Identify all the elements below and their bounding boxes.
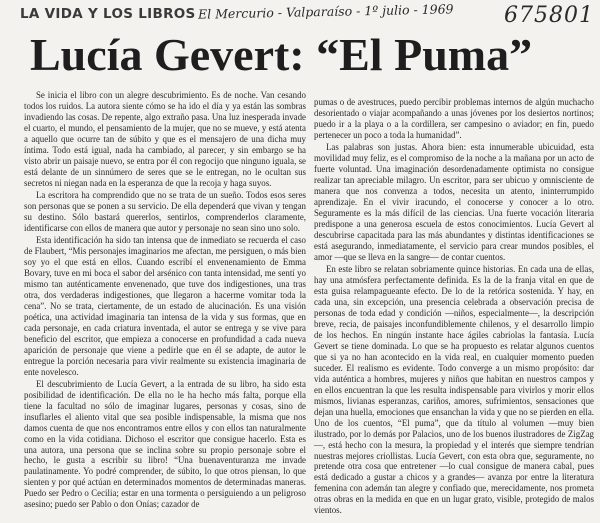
handwritten-catalog-number: 675801 — [504, 3, 594, 28]
paragraph: En este libro se relatan sobriamente quince historias. En cada una de ellas, hay una atmósfera perfectamente definida. Es la de la franja vital en que de esta guisa relampagueante efecto. De lo de la retórica sostenida. Y hay, en cada una, sin excepción, una presencia celebrada a observación precisa de personas de toda edad y condición —niños, especialmente—, la descripción breve, recia, de paisajes inconfundiblemente chilenos, y el desarrollo limpio de los hechos. En ningún instante hace ágiles cabriolas la fantasía. Lucía Gevert se tiene dominada. Lo que se ha propuesto es relatar algunos cuentos que si ya no han acontecido en la vida real, en cualquier momento pueden suceder. El realismo es evidente. Todo converge a un mismo propósito: dar vida auténtica a hombres, mujeres y niños que habitan en nuestros campos y en ellos encuentran la que les resulta indispensable para vivirlos y morir ellos mismos, livianas esperanzas, cariños, amores, sufrimientos, sensaciones que dejan una huella, emociones que ensanchan la vida y que no se pierden en ella. Uno de los cuentos, “El puma”, que da título al volumen —muy bien ilustrado, por lo demás por Palacios, uno de los buenos ilustradores de ZigZag—, está hecho con la mesura, la propiedad y el interés que siempre tendrían nuestras mejores criollistas. Lucía Gevert, con esta obra que, seguramente, no pretende otra cosa que entretener —lo cual consigue de manera cabal, pues está dedicado a gustar a chicos y a grandes— avanza por entre la literatura femenina con ademán tan alegre y confiado que, merecidamente, nos prometa otras obras en la medida en que en un lugar grato, visible, protegido de malos vientos. — [314, 263, 594, 516]
paragraph: El descubrimiento de Lucía Gevert, a la entrada de su libro, ha sido esta posibilidad de identificación. De ella no le ha hecho más falta, porque ella tiene la facultad no sólo de imaginar lugares, personas y cosas, sino de insuflarles el aliento vital que sea posible indispensable, la misma que nos damos cuenta de que nos encontramos entre ellos y con ellos tan naturalmente como en la vida cotidiana. Dichoso el escritor que consigue hacerlo. Esta es una autora, una persona que se inclina sobre su propio personaje sobre el hecho, le gusta a escribir su libro! “Una buenaventuranza me invade paulatinamente. Yo podré comprender, de súbito, lo que otros piensan, lo que sienten y por qué actúan en determinados momentos de determinadas maneras. Puedo ser Pedro o Cecilia; estar en una tormenta o persiguiendo a un peligroso asesino; puedo ser Pablo o don Onías; cazador de — [24, 378, 306, 510]
handwritten-source-note: El Mercurio - Valparaíso - 1º julio - 1969 — [197, 1, 454, 22]
paragraph: Esta identificación ha sido tan intensa que de inmediato se recuerda el caso de Flaubert, “Mis personajes imaginarios me afectan, me persiguen, o más bien soy yo el que está en ellos. Cuando escribí el envenenamiento de Emma Bovary, tuve en mi boca el sabor del arsénico con tanta intensidad, me sentí yo mismo tan auténticamente envenenado, que tuve dos indigestiones, una tras otra, dos verdaderas indigestiones, que llegaron a hacerme vomitar toda la cena”. No se trata, ciertamente, de un estado de alucinación. Es una visión poética, una actividad imaginaria tan intensa de la vida y sus formas, que en cada personaje, en cada criatura inventada, el autor se entrega y se vive para beneficio del escritor, que empieza a conocerse en profundidad a cada nueva aparición de personaje que viene a pedirle que en él se adapte, de autor le entregue la porción necesaria para vivir realmente su existencia imaginaria de ente novelesco. — [24, 234, 306, 377]
article-column-right — [314, 97, 594, 516]
paragraph: pumas o de avestruces, puedo percibir problemas internos de algún muchacho desorientado o viajar acompañando a unas jóvenes por los desiertos nortinos; puedo ir a la playa o a la cordillera, ser campesino o aviador; en fin, puedo pertenecer un poco a toda la humanidad”. — [314, 97, 594, 140]
paragraph: Se inicia el libro con un alegre descubrimiento. Es de noche. Van cesando todos los ruidos. La autora siente cómo se ha ido el día y ya están las sombras invadiendo las cosas. De repente, algo extraño pasa. Una luz inesperada invade el cuarto, el mundo, el pensamiento de la mujer, que no se mueve, y está atenta a aquello que ocurre tan de súbito y que es el mensajero de una dicha muy íntima. Todo está igual, nada ha cambiado, al parecer, y sin embargo se ha visto abrir un paisaje nuevo, se entra por él con regocijo que ninguno iguala, se está delante de un sinnúmero de seres que se le entregan, no le ocultan sus secretos ni niegan nada en la esperanza de que la recoja y haga suyos. — [24, 90, 306, 188]
article-column-left — [24, 90, 306, 510]
paragraph: Las palabras son justas. Ahora bien: esta innumerable ubicuidad, esta movilidad muy feliz, es el compromiso de la noche a la mañana por un acto de fuerte voluntad. Una imaginación desordenadamente optimista no consigue realizar tan apreciable milagro. Un escritor, para ser ubicuo y omnisciente de manera que nos convenza a todos, necesita un atento, ininterrumpido aprendizaje. En el vivir iracundo, el conocerse y conocer a lo otro. Seguramente es la más difícil de las ciencias. Una fuerte vocación literaria predispone a una generosa escuela de estos conocimientos. Lucía Gevert al descubrirse capacitada para las más abundantes y distintas identificaciones se está asegurando, inmediatamente, el servicio para crear mundos posibles, el amor —que se lleva en la sangre— de contar cuentos. — [314, 141, 594, 262]
article-headline: Lucía Gevert: “El Puma” — [30, 29, 533, 80]
paragraph: La escritora ha comprendido que no se trata de un sueño. Todos esos seres son personas que se ponen a su servicio. De ella dependerá que vivan y tengan su destino. Sólo bastará quererlos, sentirlos, comprenderlos claramente, identificarse con ellos de manera que autor y personaje no sean sino uno solo. — [24, 189, 306, 233]
section-kicker: LA VIDA Y LOS LIBROS — [20, 6, 196, 22]
